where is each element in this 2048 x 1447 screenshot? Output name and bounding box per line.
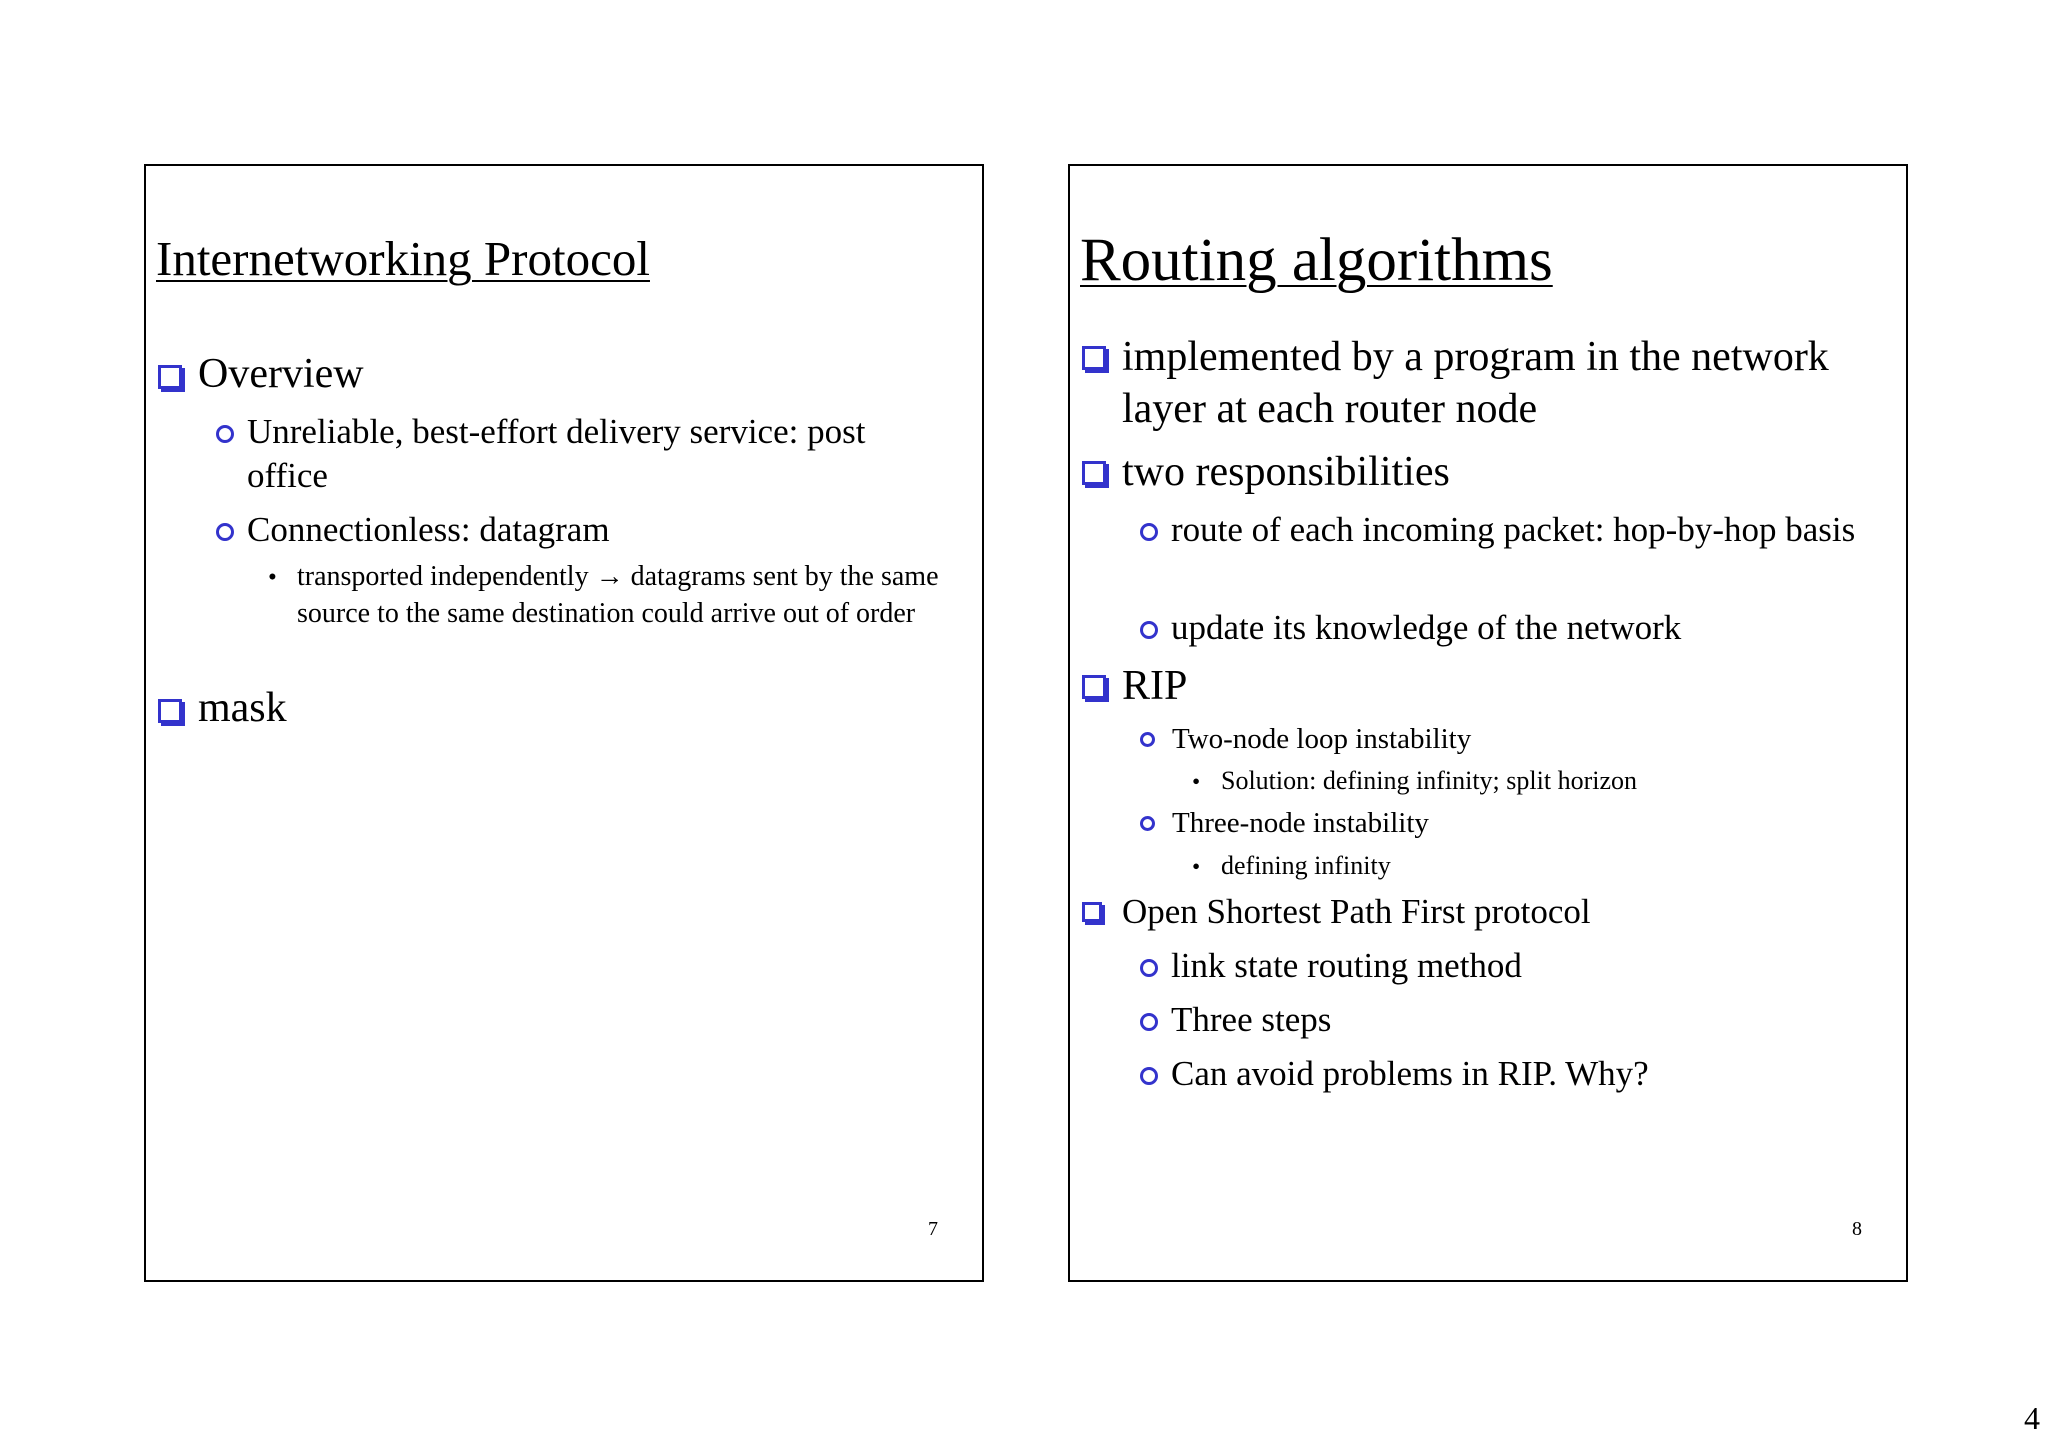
circle-bullet-icon <box>216 523 234 541</box>
sub-bullet-text: update its knowledge of the network <box>1171 608 1682 647</box>
sub-bullet-text: Two-node loop instability <box>1172 723 1472 755</box>
slide-title: Routing algorithms <box>1080 227 1553 294</box>
detail-solution <box>1192 764 1882 798</box>
sub-bullet-text: Three steps <box>1171 1000 1332 1039</box>
bullet-implemented <box>1082 331 1892 435</box>
circle-bullet-icon <box>1140 523 1158 541</box>
detail-text-b: datagrams sent by the same source to the same destination could arrive out of order <box>297 561 939 629</box>
sub-bullet-unreliable <box>216 410 916 498</box>
square-bullet-icon <box>1082 675 1106 699</box>
sub-bullet-link-state <box>1140 944 1860 988</box>
circle-bullet-icon <box>216 425 234 443</box>
circle-bullet-icon <box>1140 732 1155 747</box>
square-bullet-icon <box>1082 346 1106 370</box>
circle-bullet-icon <box>1140 816 1155 831</box>
detail-text-a: transported independently <box>297 561 589 592</box>
sub-bullet-route <box>1140 508 1860 552</box>
sub-bullet-text: Connectionless: datagram <box>247 510 610 549</box>
circle-bullet-icon <box>1140 1013 1158 1031</box>
circle-bullet-icon <box>1140 959 1158 977</box>
sub-bullet-avoid-problems <box>1140 1052 1860 1096</box>
sub-bullet-text: Unreliable, best-effort delivery service: post office <box>247 412 866 495</box>
bullet-rip <box>1082 660 1892 712</box>
bullet-text: RIP <box>1122 663 1188 709</box>
circle-bullet-icon <box>1140 1067 1158 1085</box>
sub-bullet-text: Can avoid problems in RIP. Why? <box>1171 1054 1649 1093</box>
dot-bullet-icon: • <box>1192 769 1201 796</box>
slide-page-number: 7 <box>928 1218 938 1240</box>
circle-bullet-icon <box>1140 621 1158 639</box>
sub-bullet-two-node <box>1140 720 1860 758</box>
sub-bullet-text: link state routing method <box>1171 946 1522 985</box>
detail-defining-infinity <box>1192 849 1882 883</box>
square-bullet-icon <box>158 699 182 723</box>
detail-text: Solution: defining infinity; split horizon <box>1221 766 1637 795</box>
sub-bullet-text: route of each incoming packet: hop-by-hop basis <box>1171 510 1856 549</box>
square-bullet-icon <box>1082 461 1106 485</box>
dot-bullet-icon: • <box>1192 854 1201 881</box>
sub-bullet-three-node <box>1140 804 1860 842</box>
square-bullet-icon <box>1082 902 1102 922</box>
dot-bullet-icon: • <box>268 564 277 592</box>
sub-bullet-text: Three-node instability <box>1172 807 1429 839</box>
bullet-text: two responsibilities <box>1122 449 1450 495</box>
bullet-text: Open Shortest Path First protocol <box>1122 892 1591 931</box>
slide-title: Internetworking Protocol <box>156 231 650 286</box>
bullet-text: implemented by a program in the network layer at each router node <box>1122 334 1829 432</box>
square-bullet-icon <box>158 365 182 389</box>
slide-page-number: 8 <box>1852 1218 1862 1240</box>
slide-internetworking-protocol <box>144 164 984 1282</box>
bullet-mask <box>158 684 958 732</box>
right-arrow-icon: → <box>595 561 624 592</box>
bullet-two-responsibilities <box>1082 446 1892 498</box>
bullet-ospf <box>1082 889 1892 935</box>
bullet-overview <box>158 350 958 398</box>
slide-routing-algorithms <box>1068 164 1908 1282</box>
sub-bullet-connectionless <box>216 508 916 552</box>
document-page-number: 4 <box>2024 1400 2040 1436</box>
sub-bullet-update <box>1140 606 1860 650</box>
detail-transported <box>268 558 958 632</box>
bullet-text: mask <box>198 685 287 731</box>
bullet-text: Overview <box>198 351 364 397</box>
detail-text: defining infinity <box>1221 851 1391 880</box>
sub-bullet-three-steps <box>1140 998 1860 1042</box>
